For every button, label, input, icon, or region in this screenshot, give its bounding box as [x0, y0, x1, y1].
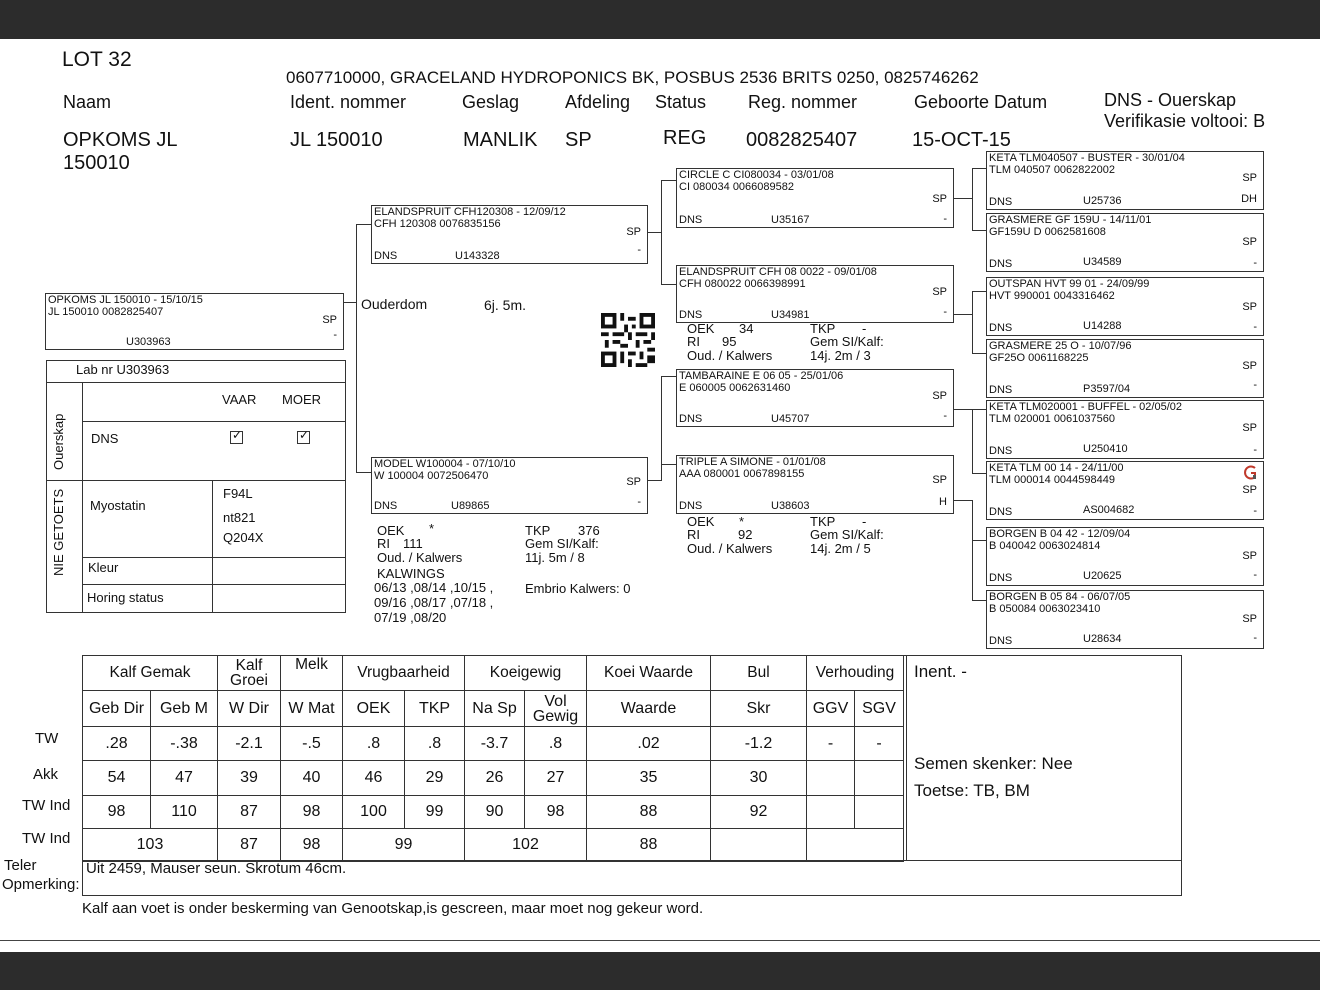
header-reg: Reg. nommer	[748, 92, 858, 112]
gg8-dash: -	[1253, 632, 1257, 644]
connector	[954, 198, 972, 199]
row-label-tw: TW	[35, 730, 59, 747]
gg5-dns: DNS	[989, 445, 1013, 457]
dam-code: U89865	[451, 500, 490, 512]
dd-oek-value: *	[739, 514, 745, 529]
tw-cell: .8	[525, 727, 587, 761]
gg1-dh: DH	[1241, 193, 1257, 205]
ss-sp: SP	[932, 193, 947, 205]
animal-name-1: OPKOMS JL	[63, 129, 178, 151]
connector	[972, 600, 986, 601]
twind-cell: 110	[151, 796, 218, 829]
sub-ggv: GGV	[807, 691, 855, 727]
gg4-dns: DNS	[989, 384, 1013, 396]
connector	[661, 464, 677, 465]
header-naam: Naam	[63, 92, 112, 112]
twind2-cell: 99	[343, 829, 465, 862]
group-kalf-gemak: Kalf Gemak	[83, 656, 218, 691]
connector	[648, 232, 662, 233]
gg2-line2: GF159U D 0062581608	[989, 226, 1106, 238]
lab-dns-label: DNS	[91, 431, 119, 446]
ss-code: U35167	[771, 214, 810, 226]
header-dns-ouerskap: DNS - Ouerskap	[1104, 90, 1237, 110]
tw-cell: -.38	[151, 727, 218, 761]
divider	[82, 557, 346, 558]
dam-sire-box	[676, 369, 954, 427]
teler-remark: Uit 2459, Mauser seun. Skrotum 46cm.	[86, 860, 347, 877]
group-kalf-groei: Kalf Groei	[218, 656, 281, 691]
ds-code: U45707	[771, 413, 810, 425]
sd-ri-value: 95	[722, 334, 737, 349]
sd-oud-label: Oud. / Kalwers	[687, 348, 773, 363]
animal-geslag: MANLIK	[463, 129, 538, 151]
connector	[661, 376, 677, 377]
dam-box	[371, 457, 648, 514]
teler-label: Teler	[4, 857, 37, 874]
header-ident: Ident. nommer	[290, 92, 407, 112]
dd-sp: SP	[932, 474, 947, 486]
divider	[46, 382, 346, 383]
subject-dash: -	[333, 329, 337, 341]
ss-line1: CIRCLE C CI080034 - 03/01/08	[679, 169, 834, 181]
sd-gem-value: 14j. 2m / 3	[810, 348, 871, 363]
gg3-line2: HVT 990001 0043316462	[989, 290, 1115, 302]
twind-cell: 98	[83, 796, 151, 829]
sub-w-dir: W Dir	[218, 691, 281, 727]
ouderdom-value: 6j. 5m.	[484, 297, 527, 313]
tw-cell: .8	[405, 727, 465, 761]
gg6-line1: KETA TLM 00 14 - 24/11/00	[989, 462, 1124, 474]
gg4-line1: GRASMERE 25 O - 10/07/96	[989, 340, 1132, 352]
gg4-code: P3597/04	[1083, 383, 1131, 395]
dam-kalwings-3: 07/19 ,08/20	[374, 610, 447, 625]
inent-text: Inent. -	[914, 662, 967, 681]
dd-oek-label: OEK	[687, 514, 715, 529]
ss-dash: -	[943, 213, 947, 225]
ebv-table	[82, 655, 904, 862]
connector	[972, 168, 986, 169]
gg6-sp: SP	[1242, 484, 1257, 496]
twind-cell: 90	[465, 796, 525, 829]
sd-sp: SP	[932, 286, 947, 298]
group-bul: Bul	[711, 656, 807, 691]
dam-kalwings-1: 06/13 ,08/14 ,10/15 ,	[374, 580, 494, 595]
gg8-dns: DNS	[989, 635, 1013, 647]
dam-oek-value: *	[429, 521, 435, 536]
akk-cell: 40	[281, 761, 343, 796]
gg5-dash: -	[1253, 444, 1257, 456]
gg2-sp: SP	[1242, 236, 1257, 248]
dd-tkp-value: -	[862, 514, 867, 529]
ds-sp: SP	[932, 390, 947, 402]
sire-line1: ELANDSPRUIT CFH120308 - 12/09/12	[374, 206, 566, 218]
top-bar	[0, 0, 1320, 39]
connector	[648, 480, 662, 481]
twind2-cell: 88	[587, 829, 711, 862]
subject-animal-box	[45, 293, 344, 350]
twind2-cell: 98	[281, 829, 343, 862]
myostatin-f94l: F94L	[223, 486, 253, 501]
horing-label: Horing status	[87, 590, 164, 605]
sire-dash: -	[637, 244, 641, 256]
twind-cell	[807, 796, 855, 829]
subject-line2: JL 150010 0082825407	[48, 306, 164, 318]
gg8-code: U28634	[1083, 633, 1122, 645]
ds-line1: TAMBARAINE E 06 05 - 25/01/06	[679, 370, 844, 382]
sub-vol-gewig: Vol Gewig	[525, 691, 587, 727]
gg2-dash: -	[1253, 257, 1257, 269]
dd-h: H	[939, 496, 947, 508]
header-verifikasie: Verifikasie voltooi: B	[1104, 111, 1266, 131]
dam-oud-label: Oud. / Kalwers	[377, 550, 463, 565]
dam-oek-label: OEK	[377, 523, 405, 538]
bottom-bar	[0, 952, 1320, 990]
gg3-dns: DNS	[989, 322, 1013, 334]
header-geboorte: Geboorte Datum	[914, 92, 1048, 112]
myostatin-nt821: nt821	[223, 510, 256, 525]
sd-oek-label: OEK	[687, 321, 715, 336]
connector	[972, 168, 973, 230]
twind2-cell: 102	[465, 829, 587, 862]
tw-cell: -2.1	[218, 727, 281, 761]
header-geslag: Geslag	[462, 92, 520, 112]
gg1-line2: TLM 040507 0062822002	[989, 164, 1115, 176]
moer-header: MOER	[282, 392, 321, 407]
gg8-line1: BORGEN B 05 84 - 06/07/05	[989, 591, 1131, 603]
subject-code: U303963	[126, 336, 171, 348]
subject-sp: SP	[322, 314, 337, 326]
lot-number: LOT 32	[62, 48, 132, 71]
dd-dns: DNS	[679, 500, 703, 512]
ds-line2: E 060005 0062631460	[679, 382, 791, 394]
twind-cell: 100	[343, 796, 405, 829]
gg7-sp: SP	[1242, 550, 1257, 562]
nie-getoets-label: NIE GETOETS	[51, 488, 66, 576]
dam-embrio: Embrio Kalwers: 0	[525, 581, 631, 596]
ss-dns: DNS	[679, 214, 703, 226]
tw-cell: -	[807, 727, 855, 761]
dd-gem-value: 14j. 2m / 5	[810, 541, 871, 556]
divider	[82, 421, 346, 422]
twind2-cell	[711, 829, 807, 862]
connector	[972, 409, 986, 410]
akk-cell	[807, 761, 855, 796]
akk-cell: 27	[525, 761, 587, 796]
twind-cell	[855, 796, 904, 829]
gg4-sp: SP	[1242, 360, 1257, 372]
connector	[972, 353, 986, 354]
gg5-line2: TLM 020001 0061037560	[989, 413, 1115, 425]
lab-number: Lab nr U303963	[76, 362, 170, 377]
connector	[356, 472, 371, 473]
myostatin-q204x: Q204X	[223, 530, 264, 545]
group-koei-waarde: Koei Waarde	[587, 656, 711, 691]
tw-cell: -.5	[281, 727, 343, 761]
divider	[212, 480, 213, 613]
connector	[972, 473, 986, 474]
sub-geb-dir: Geb Dir	[83, 691, 151, 727]
twind2-cell: 87	[218, 829, 281, 862]
group-vrugbaarheid: Vrugbaarheid	[343, 656, 465, 691]
animal-ident: JL 150010	[290, 129, 383, 151]
dam-gem-value: 11j. 5m / 8	[525, 550, 585, 565]
sd-dash: -	[943, 306, 947, 318]
sub-skr: Skr	[711, 691, 807, 727]
divider	[906, 655, 907, 860]
gg3-line1: OUTSPAN HVT 99 01 - 24/09/99	[989, 278, 1150, 290]
twind2-cell	[807, 829, 904, 862]
logo-icon	[1243, 465, 1258, 480]
ggp-box-6	[986, 461, 1264, 520]
sub-geb-m: Geb M	[151, 691, 218, 727]
connector	[972, 500, 973, 600]
group-koeigewig: Koeigewig	[465, 656, 587, 691]
gg4-line2: GF25O 0061168225	[989, 352, 1089, 364]
gg2-code: U34589	[1083, 256, 1122, 268]
gg6-dns: DNS	[989, 506, 1013, 518]
connector	[356, 224, 371, 225]
twind-cell: 99	[405, 796, 465, 829]
connector	[661, 180, 662, 284]
ss-line2: CI 080034 0066089582	[679, 181, 794, 193]
akk-cell: 54	[83, 761, 151, 796]
gg1-sp: SP	[1242, 172, 1257, 184]
twind-cell: 88	[587, 796, 711, 829]
dd-tkp-label: TKP	[810, 514, 836, 529]
animal-status: REG	[663, 127, 707, 149]
sd-gem-label: Gem SI/Kalf:	[810, 334, 884, 349]
tw-cell: .8	[343, 727, 405, 761]
ggp-box-1	[986, 151, 1264, 210]
divider	[82, 584, 346, 585]
header-status: Status	[655, 92, 707, 112]
subject-line1: OPKOMS JL 150010 - 15/10/15	[48, 294, 203, 306]
connector	[954, 409, 972, 410]
sire-sp: SP	[626, 226, 641, 238]
divider	[82, 382, 83, 613]
ggp-box-8	[986, 590, 1264, 649]
sire-dns: DNS	[374, 250, 398, 262]
divider	[0, 940, 1320, 941]
dd-ri-value: 92	[738, 527, 753, 542]
divider	[46, 480, 346, 481]
ggp-box-4	[986, 339, 1264, 398]
row-label-twind: TW Ind	[22, 797, 71, 814]
connector	[972, 230, 986, 231]
dd-gem-label: Gem SI/Kalf:	[810, 527, 884, 542]
dam-kalwings-label: KALWINGS	[377, 566, 445, 581]
sub-sgv: SGV	[855, 691, 904, 727]
gg4-dash: -	[1253, 379, 1257, 391]
sub-tkp: TKP	[405, 691, 465, 727]
semen-text: Semen skenker: Nee	[914, 754, 1073, 773]
gg8-line2: B 050084 0063023410	[989, 603, 1101, 615]
dam-ri-value: 111	[403, 536, 423, 551]
gg3-sp: SP	[1242, 301, 1257, 313]
sd-line1: ELANDSPRUIT CFH 08 0022 - 09/01/08	[679, 266, 877, 278]
connector	[972, 409, 973, 473]
gg8-sp: SP	[1242, 613, 1257, 625]
sub-na-sp: Na Sp	[465, 691, 525, 727]
dam-dam-box	[676, 455, 954, 514]
dam-line2: W 100004 0072506470	[374, 470, 489, 482]
dam-dns: DNS	[374, 500, 398, 512]
kleur-label: Kleur	[88, 560, 119, 575]
tw-cell: .28	[83, 727, 151, 761]
gg6-code: AS004682	[1083, 504, 1135, 516]
gg2-dns: DNS	[989, 258, 1013, 270]
sire-line2: CFH 120308 0076835156	[374, 218, 501, 230]
sire-dam-box	[676, 265, 954, 323]
connector	[344, 302, 356, 303]
dd-line2: AAA 080001 0067898155	[679, 468, 805, 480]
akk-cell: 30	[711, 761, 807, 796]
akk-cell: 35	[587, 761, 711, 796]
tw-cell: -	[855, 727, 904, 761]
toetse-text: Toetse: TB, BM	[914, 781, 1030, 800]
twind-cell: 98	[525, 796, 587, 829]
dd-line1: TRIPLE A SIMONE - 01/01/08	[679, 456, 826, 468]
group-verhouding: Verhouding	[807, 656, 904, 691]
sire-sire-box	[676, 168, 954, 228]
connector	[972, 291, 986, 292]
row-label-twind-2: TW Ind	[22, 830, 71, 847]
moer-checkbox	[297, 431, 310, 449]
sd-dns: DNS	[679, 309, 703, 321]
sd-ri-label: RI	[687, 334, 700, 349]
dd-code: U38603	[771, 500, 810, 512]
ds-dash: -	[943, 410, 947, 422]
ouerskap-label: Ouerskap	[51, 413, 66, 470]
gg3-dash: -	[1253, 321, 1257, 333]
gg7-line1: BORGEN B 04 42 - 12/09/04	[989, 528, 1131, 540]
connector	[972, 540, 986, 541]
akk-cell: 46	[343, 761, 405, 796]
tw-cell: .02	[587, 727, 711, 761]
animal-name-2: 150010	[63, 152, 130, 174]
akk-cell: 39	[218, 761, 281, 796]
sire-code: U143328	[455, 250, 500, 262]
sire-box	[371, 205, 648, 264]
ggp-box-5	[986, 400, 1264, 459]
gg5-sp: SP	[1242, 422, 1257, 434]
twind-cell: 87	[218, 796, 281, 829]
twind-cell: 92	[711, 796, 807, 829]
ggp-box-3	[986, 277, 1264, 336]
myostatin-label: Myostatin	[90, 498, 146, 513]
ds-dns: DNS	[679, 413, 703, 425]
sub-waarde: Waarde	[587, 691, 711, 727]
gg3-code: U14288	[1083, 320, 1122, 332]
ggp-box-2	[986, 213, 1264, 272]
gg7-dash: -	[1253, 569, 1257, 581]
header-afdeling: Afdeling	[565, 92, 631, 112]
gg7-code: U20625	[1083, 570, 1122, 582]
gg6-dash: -	[1253, 505, 1257, 517]
connector	[972, 291, 973, 353]
dam-line1: MODEL W100004 - 07/10/10	[374, 458, 516, 470]
sd-line2: CFH 080022 0066398991	[679, 278, 806, 290]
dam-tkp-label: TKP	[525, 523, 551, 538]
gg1-line1: KETA TLM040507 - BUSTER - 30/01/04	[989, 152, 1185, 164]
sd-oek-value: 34	[739, 321, 754, 336]
tw-cell: -1.2	[711, 727, 807, 761]
row-label-akk: Akk	[33, 766, 59, 783]
gg5-line1: KETA TLM020001 - BUFFEL - 02/05/02	[989, 401, 1183, 413]
tw-cell: -3.7	[465, 727, 525, 761]
sd-tkp-value: -	[862, 321, 867, 336]
opmerking-label: Opmerking:	[2, 876, 80, 893]
connector	[954, 314, 972, 315]
gg7-dns: DNS	[989, 572, 1013, 584]
owner-info: 0607710000, GRACELAND HYDROPONICS BK, POSBUS 2536 BRITS 0250, 0825746262	[286, 68, 979, 87]
dam-ri-label: RI	[377, 536, 390, 551]
gg6-line2: TLM 000014 0044598449	[989, 474, 1115, 486]
twind-cell: 98	[281, 796, 343, 829]
sub-w-mat: W Mat	[281, 691, 343, 727]
ouderdom-label: Ouderdom	[361, 296, 428, 312]
gg2-line1: GRASMERE GF 159U - 14/11/01	[989, 214, 1152, 226]
animal-afdeling: SP	[565, 129, 592, 151]
dam-tkp-value: 376	[578, 523, 600, 538]
gg5-code: U250410	[1083, 443, 1128, 455]
twind2-cell: 103	[83, 829, 218, 862]
akk-cell: 47	[151, 761, 218, 796]
akk-cell	[855, 761, 904, 796]
group-melk: Melk	[281, 656, 343, 691]
footer-note: Kalf aan voet is onder beskerming van Genootskap,is gescreen, maar moet nog gekeur word.	[82, 900, 704, 917]
vaar-header: VAAR	[222, 392, 257, 407]
dam-dash: -	[637, 496, 641, 508]
connector	[356, 224, 357, 472]
dam-kalwings-2: 09/16 ,08/17 ,07/18 ,	[374, 595, 494, 610]
connector	[954, 500, 972, 501]
gg1-code: U25736	[1083, 195, 1122, 207]
gg7-line2: B 040042 0063024814	[989, 540, 1101, 552]
dd-oud-label: Oud. / Kalwers	[687, 541, 773, 556]
dd-ri-label: RI	[687, 527, 700, 542]
connector	[661, 284, 677, 285]
sd-tkp-label: TKP	[810, 321, 836, 336]
ggp-box-7	[986, 527, 1264, 586]
dam-gem-label: Gem SI/Kalf:	[525, 536, 599, 551]
sub-oek: OEK	[343, 691, 405, 727]
akk-cell: 29	[405, 761, 465, 796]
vaar-checkbox	[230, 431, 243, 449]
akk-cell: 26	[465, 761, 525, 796]
connector	[661, 180, 677, 181]
dam-sp: SP	[626, 476, 641, 488]
qr-code-icon	[600, 313, 656, 367]
animal-geboorte: 15-OCT-15	[912, 129, 1011, 151]
animal-reg: 0082825407	[746, 129, 858, 151]
sd-code: U34981	[771, 309, 810, 321]
gg1-dns: DNS	[989, 196, 1013, 208]
